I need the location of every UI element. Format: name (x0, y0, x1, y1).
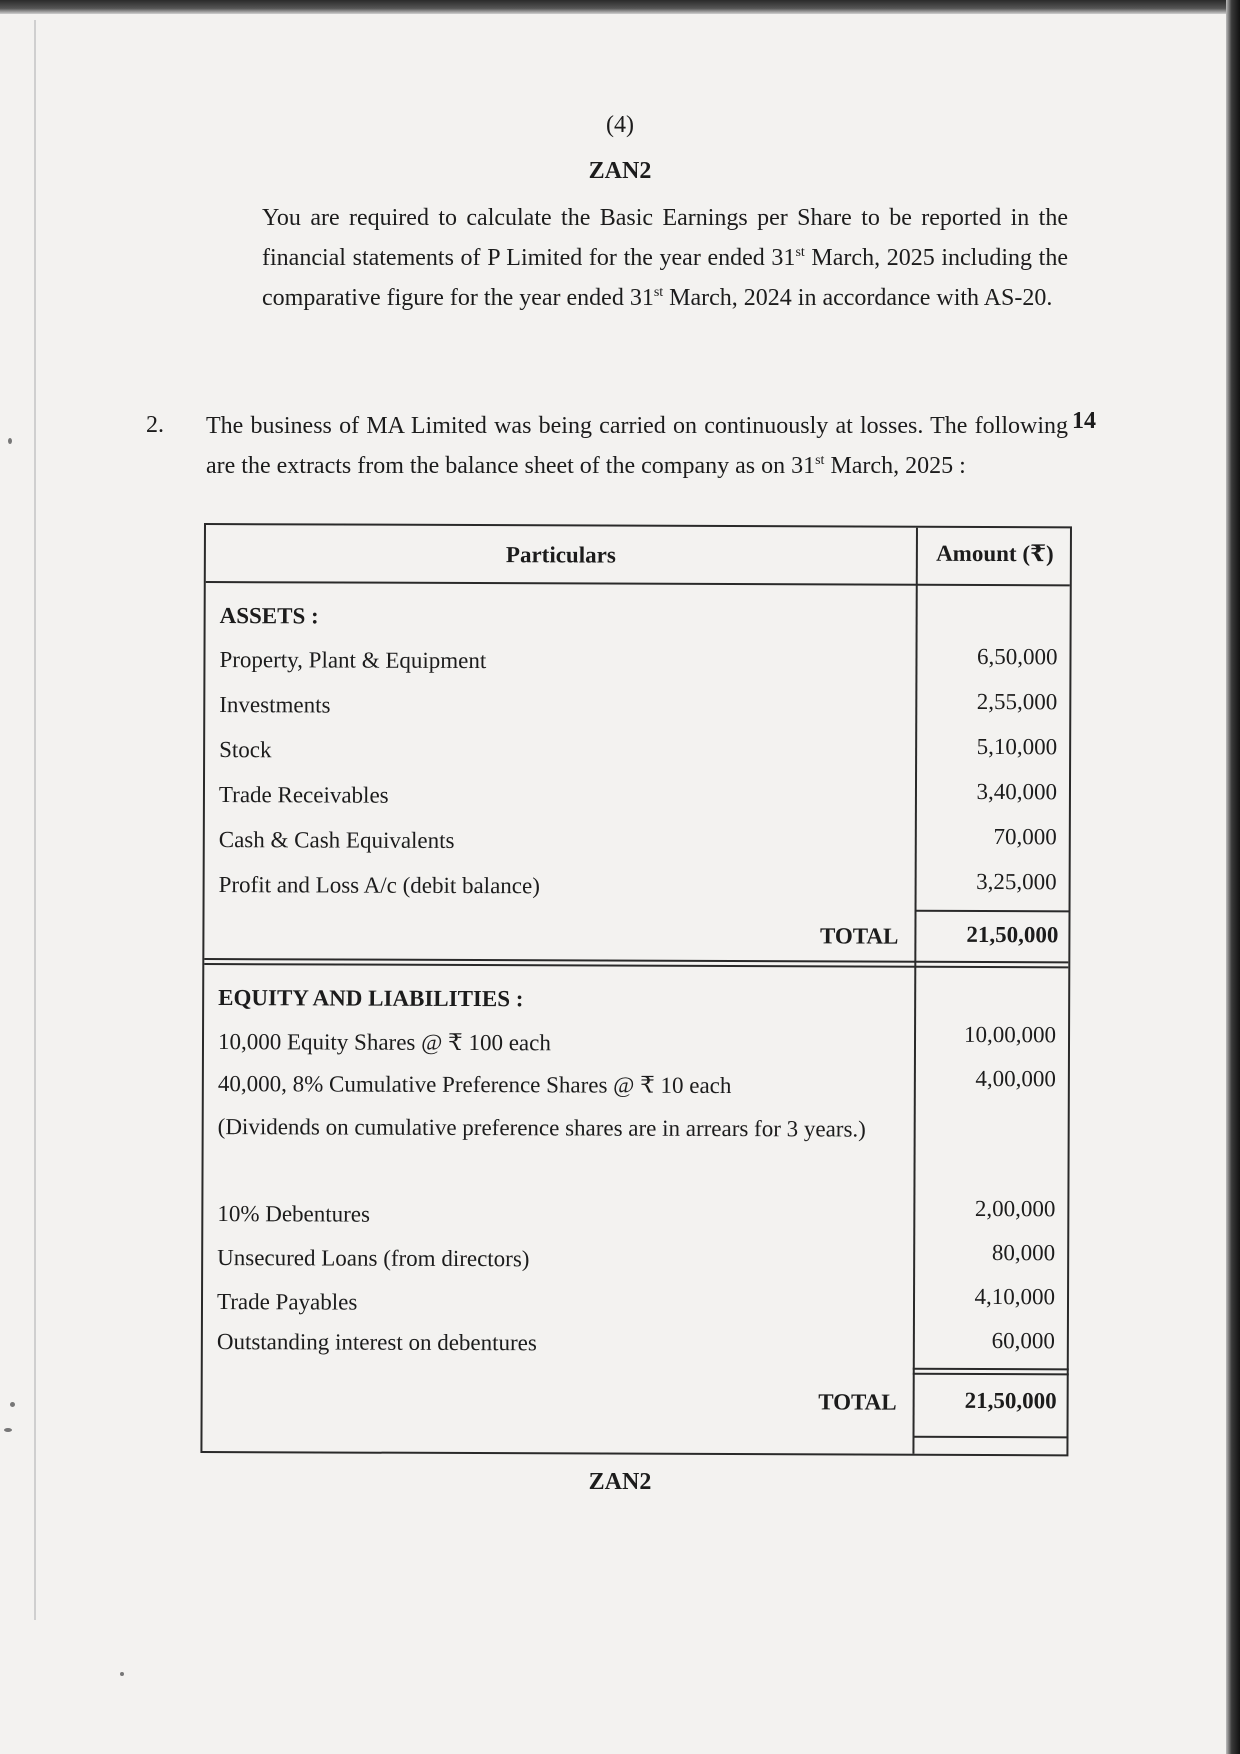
intro-sup1: st (795, 245, 805, 260)
header-rule (206, 581, 1070, 586)
intro-text-part1: You are required to calculate the Basic Earnings per Share to be reported in the financial statements of P Limited for the year ended 31 (262, 205, 1068, 271)
assets-title: ASSETS : (219, 603, 319, 629)
asset-row-amount: 2,55,000 (976, 688, 1058, 715)
scan-speck (120, 1672, 124, 1676)
section-rule-double (204, 963, 1068, 968)
liability-row-label: Trade Payables (216, 1289, 358, 1315)
liability-row-label: 40,000, 8% Cumulative Preference Shares @ ₹ 10 each (217, 1071, 732, 1099)
liabilities-title: EQUITY AND LIABILITIES : (218, 985, 524, 1012)
asset-row-label: Profit and Loss A/c (debit balance) (218, 872, 540, 899)
liabilities-total-amount: 21,50,000 (964, 1387, 1057, 1414)
preference-dividend-note: (Dividends on cumulative preference shares are in arrears for 3 years.) (217, 1114, 866, 1142)
liability-row-label: 10% Debentures (217, 1201, 371, 1227)
asset-row-amount: 5,10,000 (976, 733, 1058, 760)
scan-speck (10, 1402, 15, 1407)
asset-row-amount: 70,000 (993, 824, 1057, 850)
liability-row-amount: 4,00,000 (975, 1065, 1056, 1092)
liability-row-amount: 10,00,000 (963, 1021, 1057, 1048)
scan-speck (8, 438, 12, 444)
liability-row-amount: 60,000 (991, 1328, 1055, 1354)
liability-row-amount: 2,00,000 (974, 1195, 1056, 1222)
asset-row-amount: 3,40,000 (976, 778, 1058, 805)
paper-code-top: ZAN2 (588, 158, 652, 184)
question-text (206, 406, 1068, 486)
asset-row-label: Investments (219, 692, 331, 718)
intro-sup2: st (653, 285, 664, 300)
liability-row-amount: 4,10,000 (974, 1283, 1056, 1310)
assets-total-amount: 21,50,000 (966, 921, 1059, 948)
question-text-part2: March, 2025 : (824, 453, 966, 479)
liability-row-label: 10,000 Equity Shares @ ₹ 100 each (217, 1029, 551, 1056)
liability-row-label: Outstanding interest on debentures (216, 1329, 537, 1356)
header-particulars: Particulars (505, 542, 616, 568)
paper-code-bottom: ZAN2 (588, 1469, 652, 1495)
intro-text-part2: March, 2025 including the comparative figure for the year ended 31 (262, 245, 1068, 311)
scan-top-edge (0, 0, 1240, 14)
scan-left-fold (34, 20, 36, 1620)
liabilities-total-rule-double (913, 1373, 1069, 1376)
question-marks: 14 (1072, 408, 1096, 434)
intro-paragraph (262, 198, 1068, 318)
liabilities-bottom-rule (912, 1436, 1068, 1439)
liabilities-total-label: TOTAL (818, 1389, 897, 1415)
liabilities-total-rule (913, 1368, 1069, 1371)
asset-row-label: Stock (219, 737, 272, 763)
liability-row-amount: 80,000 (991, 1240, 1056, 1266)
question-text-part1: The business of MA Limited was being carried on continuously at losses. The following are the extracts from the balance sheet of the company as on 31 (206, 413, 1068, 479)
assets-total-label: TOTAL (819, 923, 899, 949)
asset-row-amount: 3,25,000 (976, 868, 1057, 895)
liability-row-label: Unsecured Loans (from directors) (217, 1245, 530, 1272)
asset-row-label: Cash & Cash Equivalents (218, 827, 455, 853)
asset-row-label: Property, Plant & Equipment (219, 647, 487, 674)
scan-speck (4, 1428, 12, 1432)
asset-row-label: Trade Receivables (218, 782, 389, 808)
header-amount: Amount (₹) (936, 540, 1054, 567)
asset-row-amount: 6,50,000 (976, 643, 1058, 670)
intro-text-part3: March, 2024 in accordance with AS-20. (663, 285, 1053, 311)
assets-total-rule (915, 910, 1071, 913)
page-number: (4) (606, 112, 634, 138)
balance-sheet-table (200, 523, 1072, 1456)
question-number: 2. (146, 412, 164, 438)
question-sup: st (815, 453, 825, 468)
